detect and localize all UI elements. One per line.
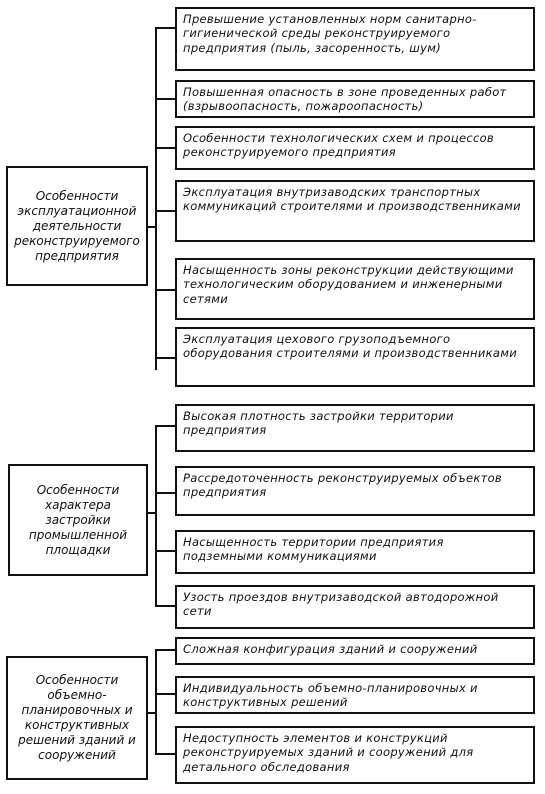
connector-line xyxy=(155,210,175,212)
item-label: Повышенная опасность в зоне проведенных работ (взрывоопасность, пожароопасность) xyxy=(183,85,507,114)
connector-line xyxy=(155,550,175,552)
connector-line xyxy=(155,27,157,370)
item-label: Насыщенность зоны реконструкции действующими технологическим оборудованием и инженерными сетями xyxy=(183,263,514,306)
connector-line xyxy=(155,425,175,427)
connector-line xyxy=(155,492,175,494)
root-box-layout xyxy=(8,464,148,576)
connector-line xyxy=(155,649,175,651)
item-box xyxy=(175,466,535,516)
connector-line xyxy=(155,753,175,755)
item-box xyxy=(175,80,535,118)
connector-line xyxy=(147,712,157,714)
connector-line xyxy=(155,147,175,149)
root-label: Особенности характера застройки промышленной площадки xyxy=(28,482,128,557)
connector-line xyxy=(155,289,175,291)
item-box xyxy=(175,637,535,665)
item-label: Насыщенность территории предприятия подземными коммуникациями xyxy=(183,535,444,564)
item-label: Недоступность элементов и конструкций реконструируемых зданий и сооружений для детального обследования xyxy=(183,731,474,774)
item-label: Рассредоточенность реконструируемых объектов предприятия xyxy=(183,471,502,500)
item-box xyxy=(175,585,535,629)
item-label: Эксплуатация внутризаводских транспортных коммуникаций строителями и производственниками xyxy=(183,185,521,214)
root-box-structural xyxy=(6,656,148,780)
root-box-operational xyxy=(6,166,148,286)
item-box xyxy=(175,126,535,170)
item-label: Узость проездов внутризаводской автодорожной сети xyxy=(183,590,499,619)
item-label: Высокая плотность застройки территории предприятия xyxy=(183,409,454,438)
item-box xyxy=(175,676,535,714)
item-label: Индивидуальность объемно-планировочных и конструктивных решений xyxy=(183,681,478,710)
item-box xyxy=(175,258,535,320)
item-label: Сложная конфигурация зданий и сооружений xyxy=(183,642,478,656)
root-label: Особенности эксплуатационной деятельности реконструируемого предприятия xyxy=(14,188,140,263)
connector-line xyxy=(147,512,157,514)
connector-line xyxy=(155,425,157,607)
item-box xyxy=(175,404,535,452)
connector-line xyxy=(155,98,175,100)
connector-line xyxy=(155,649,157,755)
item-box xyxy=(175,530,535,574)
connector-line xyxy=(155,693,175,695)
item-box xyxy=(175,726,535,784)
item-box xyxy=(175,7,535,71)
connector-line xyxy=(155,357,175,359)
connector-line xyxy=(155,605,175,607)
item-label: Превышение установленных норм санитарно-гигиенической среды реконструируемого предприятия (пыль, засоренность, шум) xyxy=(183,12,477,55)
item-label: Эксплуатация цехового грузоподъемного оборудования строителями и производственниками xyxy=(183,332,517,361)
connector-line xyxy=(147,226,157,228)
item-box xyxy=(175,180,535,242)
root-label: Особенности объемно-планировочных и конструктивных решений зданий и сооружений xyxy=(18,673,136,762)
connector-line xyxy=(155,27,175,29)
item-box xyxy=(175,327,535,387)
item-label: Особенности технологических схем и процессов реконструируемого предприятия xyxy=(183,131,494,160)
